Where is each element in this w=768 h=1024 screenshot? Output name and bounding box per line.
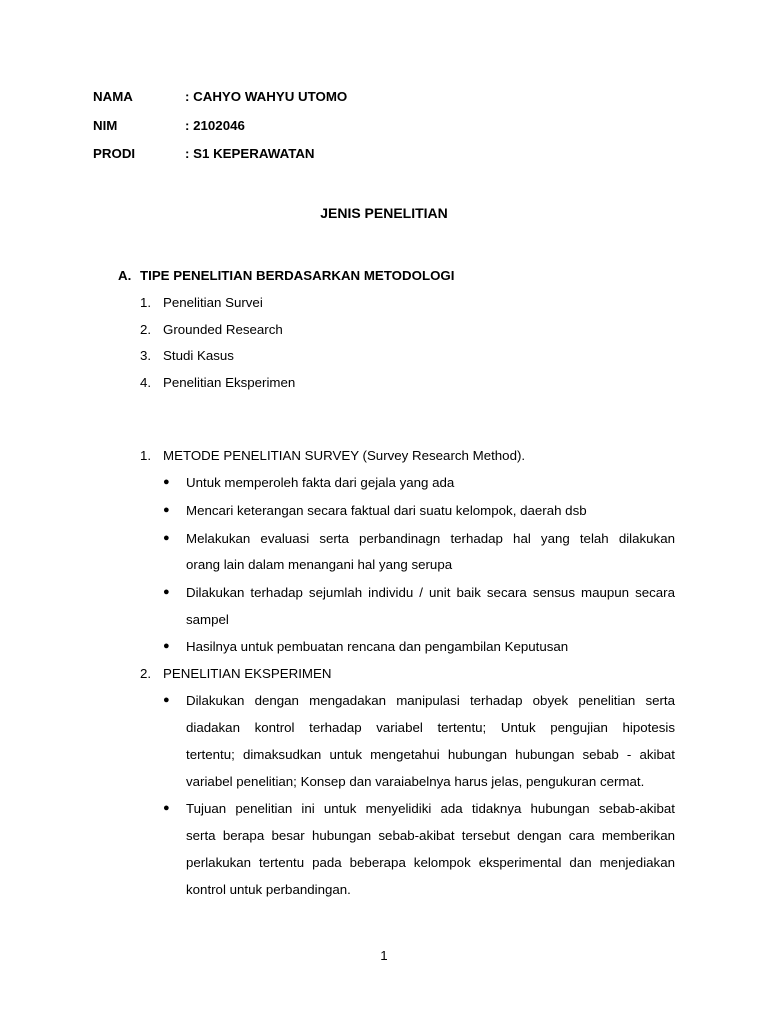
list-item-number: 3.	[140, 348, 152, 363]
bullet-text: Dilakukan terhadap sejumlah individu / unit baik secara sensus maupun secara	[186, 585, 675, 600]
bullet-text: Melakukan evaluasi serta perbandinagn terhadap hal yang telah dilakukan	[186, 531, 675, 546]
bullet-icon: ●	[163, 694, 170, 706]
section-a-letter: A.	[118, 268, 132, 283]
document-title: JENIS PENELITIAN	[320, 205, 448, 221]
bullet-icon: ●	[163, 476, 170, 488]
bullet-text: serta berapa besar hubungan sebab-akibat tersebut dengan cara memberikan	[186, 828, 675, 843]
list-item-number: 2.	[140, 322, 152, 337]
page-number: 1	[380, 948, 388, 963]
nim-label: NIM	[93, 118, 118, 133]
bullet-icon: ●	[163, 504, 170, 516]
bullet-text: Tujuan penelitian ini untuk menyelidiki ada tidaknya hubungan sebab-akibat	[186, 801, 675, 816]
bullet-text: kontrol untuk perbandingan.	[186, 882, 351, 897]
bullet-icon: ●	[163, 802, 170, 814]
name-label: NAMA	[93, 89, 133, 104]
bullet-text: diadakan kontrol terhadap variabel tertentu; Untuk pengujian hipotesis	[186, 720, 675, 735]
bullet-text: orang lain dalam menangani hal yang serupa	[186, 557, 453, 572]
nim-value: : 2102046	[185, 118, 245, 133]
method-1-number: 1.	[140, 448, 152, 463]
method-2-heading: PENELITIAN EKSPERIMEN	[163, 666, 332, 681]
prodi-label: PRODI	[93, 146, 136, 161]
method-2-number: 2.	[140, 666, 152, 681]
bullet-text: Untuk memperoleh fakta dari gejala yang ada	[186, 475, 455, 490]
list-item: Penelitian Eksperimen	[163, 375, 296, 390]
bullet-icon: ●	[163, 532, 170, 544]
list-item: Grounded Research	[163, 322, 283, 337]
list-item-number: 1.	[140, 295, 152, 310]
section-a-heading: TIPE PENELITIAN BERDASARKAN METODOLOGI	[140, 268, 455, 283]
bullet-text: perlakukan tertentu pada beberapa kelompok eksperimental dan menjediakan	[186, 855, 675, 870]
bullet-text: Mencari keterangan secara faktual dari suatu kelompok, daerah dsb	[186, 503, 587, 518]
bullet-text: sampel	[186, 612, 229, 627]
bullet-text: Dilakukan dengan mengadakan manipulasi terhadap obyek penelitian serta	[186, 693, 675, 708]
prodi-value: : S1 KEPERAWATAN	[185, 146, 315, 161]
name-value: : CAHYO WAHYU UTOMO	[185, 89, 348, 104]
bullet-text: Hasilnya untuk pembuatan rencana dan pengambilan Keputusan	[186, 639, 569, 654]
bullet-text: variabel penelitian; Konsep dan varaiabelnya harus jelas, pengukuran cermat.	[186, 774, 645, 789]
list-item: Penelitian Survei	[163, 295, 263, 310]
bullet-icon: ●	[163, 586, 170, 598]
method-1-heading: METODE PENELITIAN SURVEY (Survey Research Method).	[163, 448, 526, 463]
list-item-number: 4.	[140, 375, 152, 390]
bullet-text: tertentu; dimaksudkan untuk mengetahui hubungan hubungan sebab - akibat	[186, 747, 675, 762]
list-item: Studi Kasus	[163, 348, 234, 363]
bullet-icon: ●	[163, 640, 170, 652]
